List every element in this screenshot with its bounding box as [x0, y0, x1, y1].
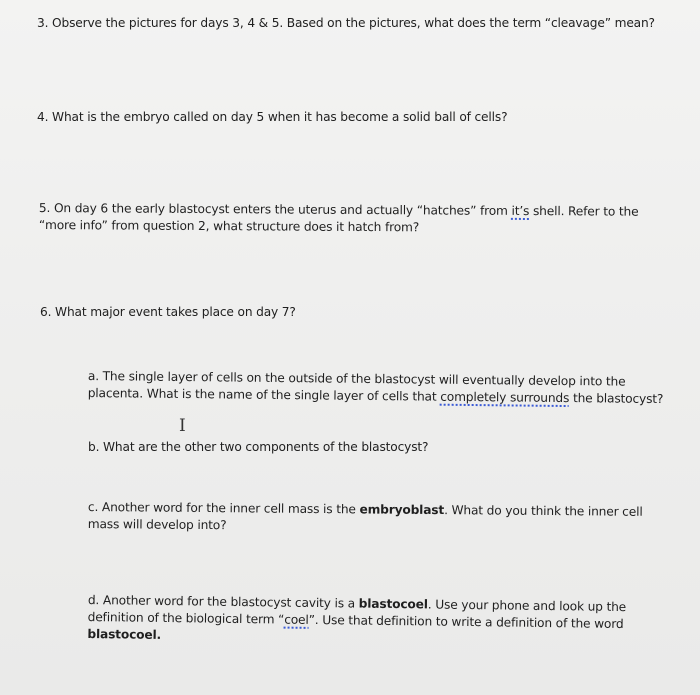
question-4: [37, 109, 507, 126]
text-cursor-icon: I: [179, 416, 186, 436]
question-6a-line-1: a. The single layer of cells on the outside of the blastocyst will eventually develop into the: [87, 368, 626, 389]
question-6c-line-1-end: . What do you think the inner cell: [444, 503, 643, 519]
question-6a: [88, 368, 664, 408]
question-4-text: 4. What is the embryo called on day 5 when it has become a solid ball of cells?: [37, 110, 508, 124]
question-6d-line-3: blastocoel.: [87, 626, 162, 642]
question-5: [39, 200, 639, 238]
question-6d: [87, 592, 626, 650]
question-6c-line-2: mass will develop into?: [87, 516, 227, 533]
question-3: [37, 15, 655, 32]
spellcheck-word: it’s: [511, 203, 530, 218]
question-6d-line-1-end: . Use your phone and look up the: [427, 597, 627, 615]
question-6d-line-1-start: d. Another word for the blastocyst cavity is a: [87, 592, 359, 611]
question-3-text: 3. Observe the pictures for days 3, 4 & 5. Based on the pictures, what does the term “cleavage” mean?: [37, 16, 655, 30]
question-5-line-2: “more info” from question 2, what structure does it hatch from?: [38, 217, 420, 235]
spellcheck-phrase: completely surrounds: [440, 389, 570, 406]
question-6c-line-1-start: c. Another word for the inner cell mass is the: [87, 499, 360, 517]
question-5-line-1-end: shell. Refer to the: [529, 203, 639, 219]
question-6c: [88, 499, 643, 538]
question-6b-text: b. What are the other two components of the blastocyst?: [88, 440, 429, 454]
term-blastocoel: blastocoel: [358, 596, 428, 612]
question-6-text: 6. What major event takes place on day 7?: [40, 305, 296, 319]
question-6a-line-2-end: the blastocyst?: [569, 391, 664, 407]
question-6d-line-2-end: ”. Use that definition to write a definition of the word: [308, 612, 624, 632]
question-6a-line-2-start: placenta. What is the name of the single layer of cells that: [87, 385, 441, 404]
question-6: [40, 304, 296, 321]
question-6b: [88, 439, 428, 456]
question-5-line-1-start: 5. On day 6 the early blastocyst enters the uterus and actually “hatches” from: [38, 200, 512, 218]
term-embryoblast: embryoblast: [359, 502, 445, 518]
spellcheck-word: coel: [284, 612, 309, 627]
question-6d-line-2-start: definition of the biological term “: [87, 609, 285, 627]
